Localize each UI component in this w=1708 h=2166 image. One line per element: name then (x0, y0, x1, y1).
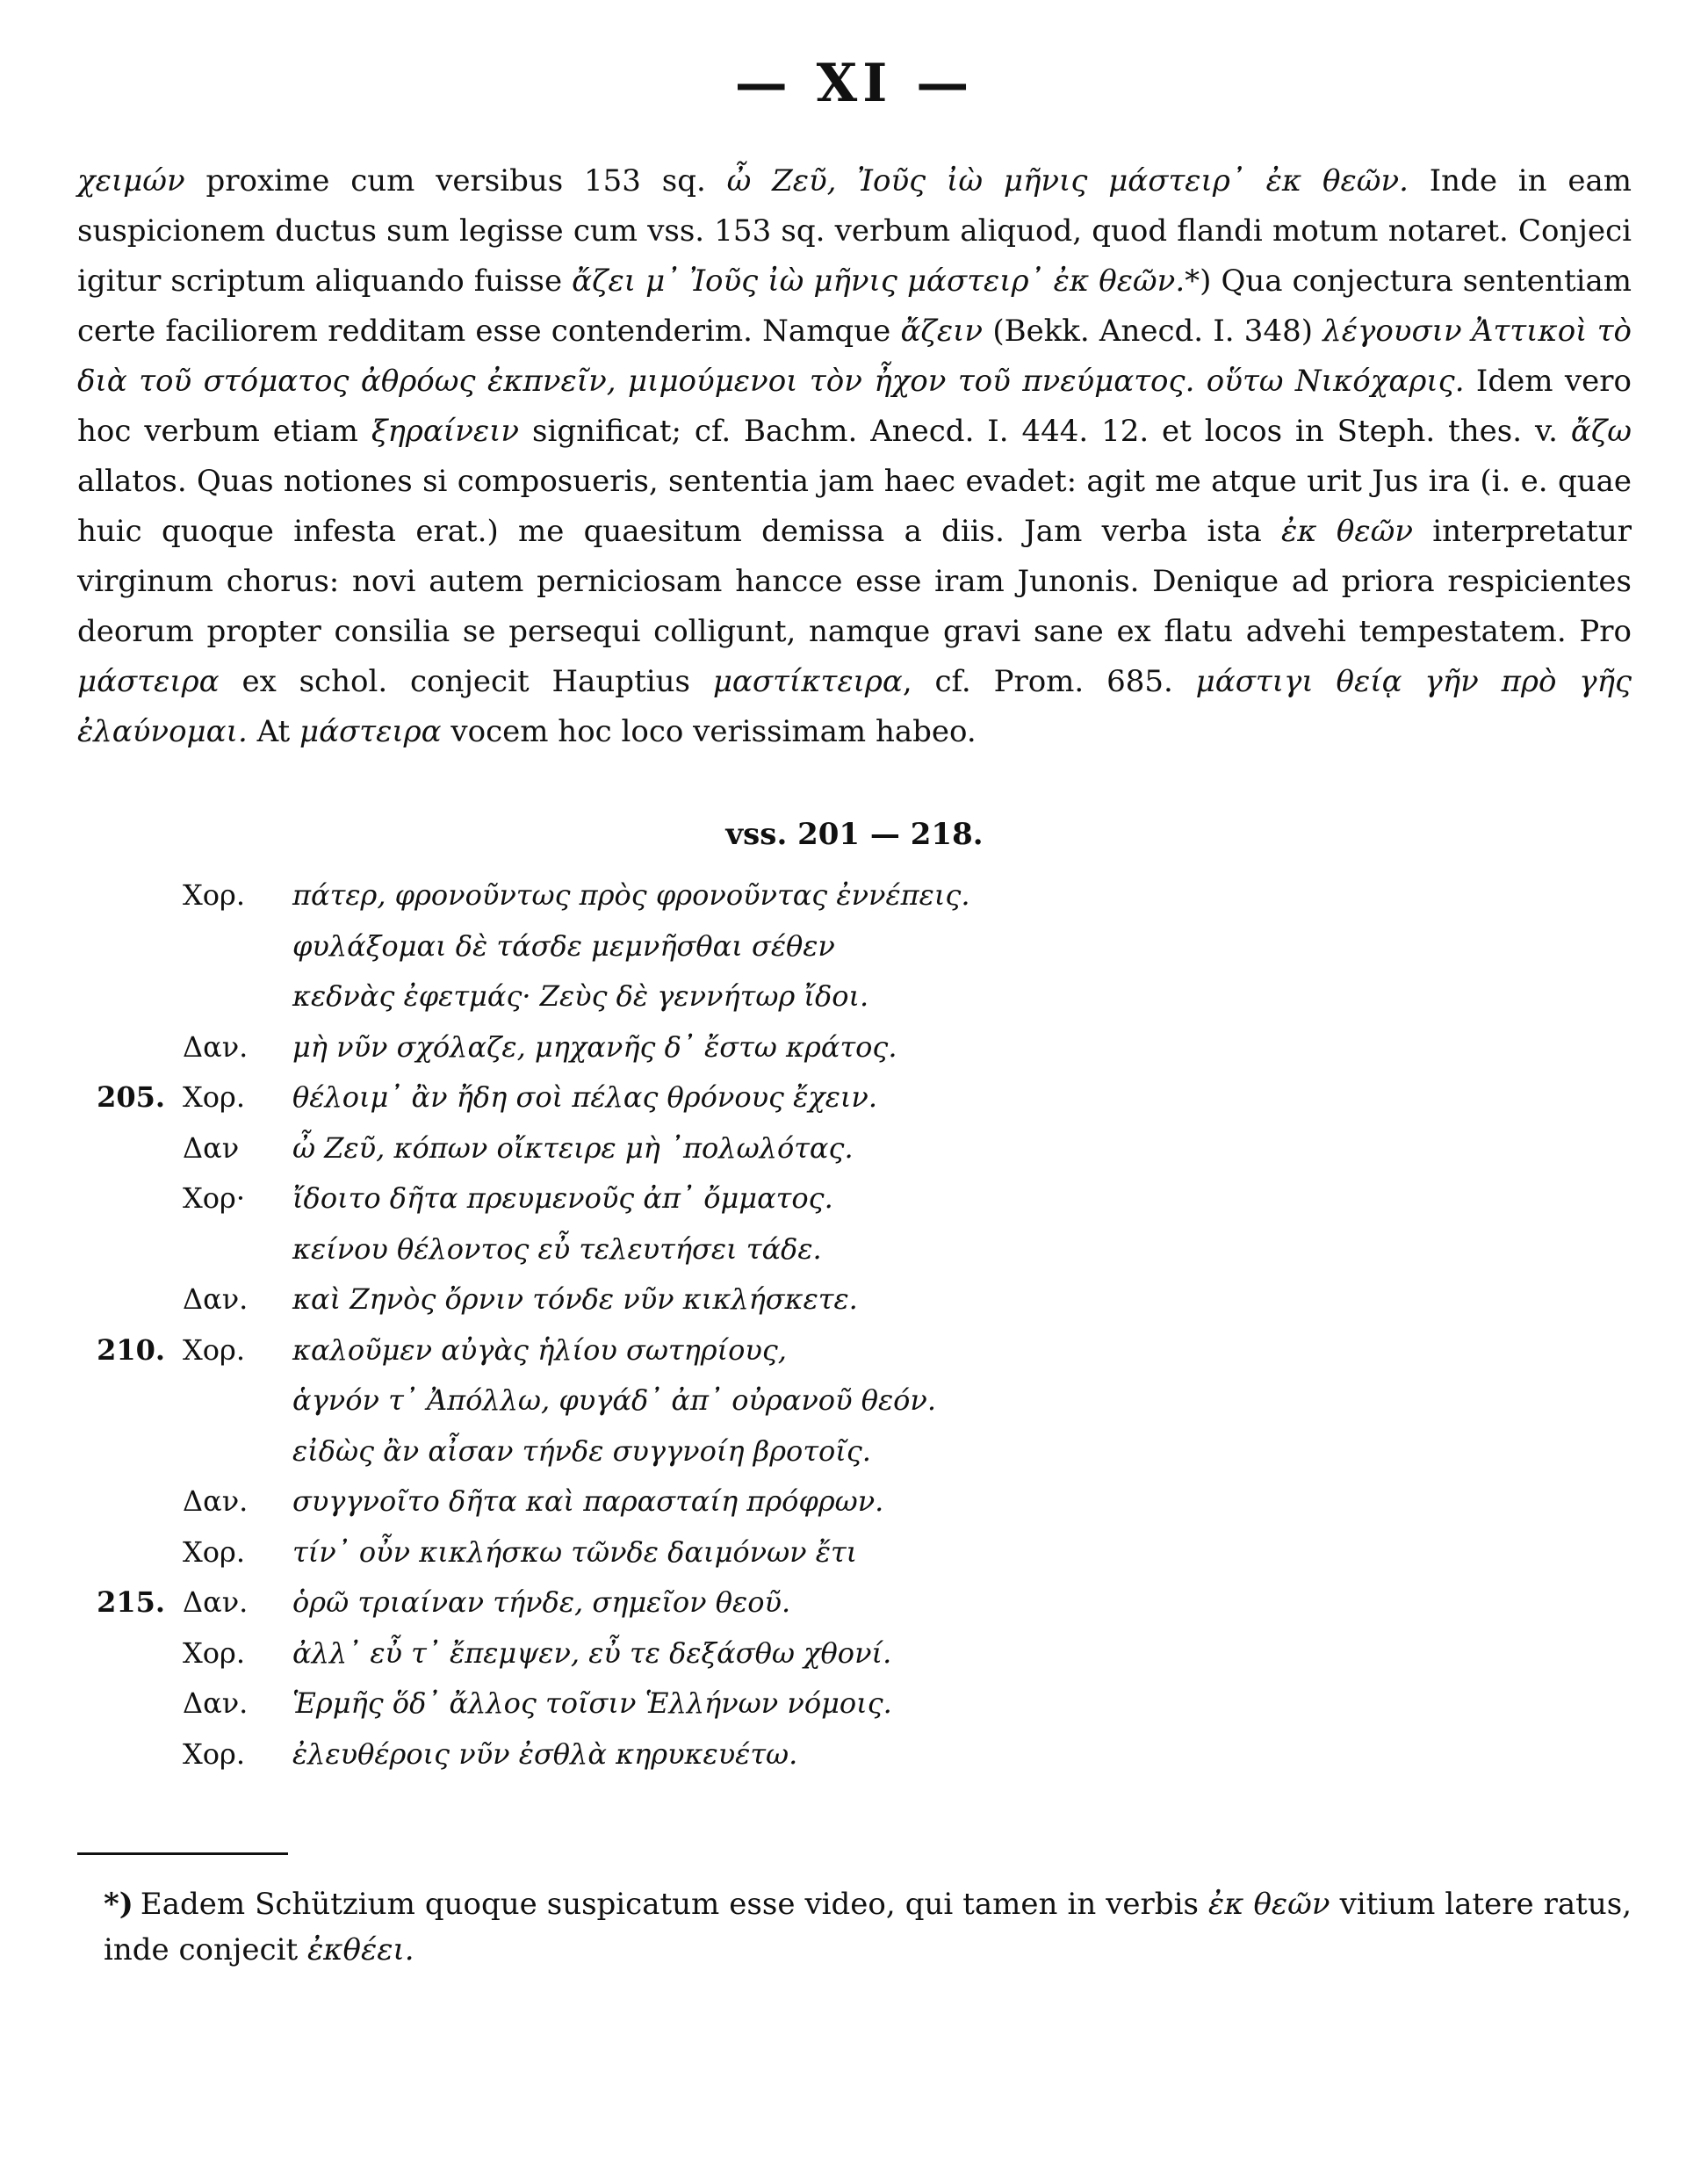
paragraph-greek-run: ἄζει μ᾿ Ἰοῦς ἰὼ μῆνις μάστειρ᾿ ἐκ θεῶν. (572, 264, 1186, 299)
verse-speaker: Χορ. (183, 1736, 246, 1771)
paragraph-latin-run: (Bekk. Anecd. I. 348) (983, 314, 1323, 349)
verse-line (77, 979, 1632, 1030)
page-number: — XI — (734, 53, 975, 114)
verse-line (77, 1484, 1632, 1535)
verse-line (77, 1535, 1632, 1586)
verse-speaker: Δαν. (183, 1282, 249, 1316)
paragraph-latin-run: Idem vero hoc verbum etiam (77, 364, 1632, 449)
paragraph-latin-run: , cf. Prom. 685. (902, 664, 1196, 699)
paragraph-greek-run: ἐκ θεῶν (1281, 514, 1413, 549)
footnote (77, 1881, 1632, 1973)
verse-line (77, 929, 1632, 980)
verse-text: συγγνοῖτο δῆτα καὶ παρασταίη πρόφρων. (292, 1484, 884, 1518)
paragraph-greek-run: μάστιγι θείᾳ γῆν πρὸ γῆς ἐλαύνομαι. (77, 664, 1632, 749)
paragraph-greek-run: μαστίκτειρα (712, 664, 903, 699)
paragraph-greek-run: μάστειρα (299, 714, 442, 749)
verse-table (77, 878, 1632, 1787)
verse-text: κείνου θέλοντος εὖ τελευτήσει τάδε. (292, 1231, 822, 1266)
verse-number: 215. (97, 1585, 165, 1619)
verse-text: ὁρῶ τριαίναν τήνδε, σημεῖον θεοῦ. (292, 1585, 791, 1619)
footnote-latin-run: Eadem Schützium quoque suspicatum esse video, qui tamen in verbis (140, 1887, 1208, 1922)
document-page (77, 53, 1632, 1973)
verse-line (77, 1383, 1632, 1434)
paragraph-latin-run: ex schol. conjecit Hauptius (219, 664, 713, 699)
paragraph-latin-run: *) Qua conjectura sententiam certe faciliorem redditam esse contenderim. Namque (77, 264, 1632, 349)
paragraph-latin-run: allatos. Quas notiones si composueris, sententia jam haec evadet: agit me atque urit Jus ira (i. e. quae huic quoque infesta erat.) me quaesitum demissa a diis. Jam verba ista (77, 464, 1632, 549)
verse-speaker: Δαν. (183, 1484, 249, 1518)
verse-text: πάτερ, φρονοῦντως πρὸς φρονοῦντας ἐννέπεις. (292, 878, 970, 912)
verse-text: εἰδὼς ἂν αἶσαν τήνδε συγγνοίη βροτοῖς. (292, 1433, 871, 1468)
commentary-paragraph (77, 156, 1632, 757)
paragraph-greek-run: λέγουσιν Ἀττικοὶ τὸ διὰ τοῦ στόματος ἀθρόως ἐκπνεῖν, μιμούμενοι τὸν ἦχον τοῦ πνεύματος. οὕτω Νικόχαρις. (77, 314, 1632, 399)
verse-number: 205. (97, 1080, 165, 1114)
paragraph-greek-run: ἄζειν (900, 314, 984, 349)
footnote-divider (77, 1852, 288, 1855)
verse-speaker: Χορ· (183, 1181, 246, 1215)
verse-text: μὴ νῦν σχόλαζε, μηχανῆς δ᾿ ἔστω κράτος. (292, 1029, 897, 1064)
verse-speaker: Δαν (183, 1130, 240, 1165)
verse-text: καὶ Ζηνὸς ὄρνιν τόνδε νῦν κικλήσκετε. (292, 1282, 858, 1316)
verse-line (77, 1585, 1632, 1636)
verse-line (77, 1686, 1632, 1737)
verse-text: Ἑρμῆς ὅδ᾿ ἄλλος τοῖσιν Ἑλλήνων νόμοις. (292, 1686, 892, 1720)
verse-text: τίν᾿ οὖν κικλήσκω τῶνδε δαιμόνων ἔτι (292, 1534, 858, 1569)
paragraph-latin-run: significat; cf. Bachm. Anecd. I. 444. 12. et locos in Steph. thes. v. (519, 414, 1571, 449)
verse-speaker: Χορ. (183, 1332, 246, 1367)
verse-text: ἐλευθέροις νῦν ἐσθλὰ κηρυκευέτω. (292, 1736, 798, 1771)
paragraph-greek-run: μάστειρα (77, 664, 220, 699)
verse-text: καλοῦμεν αὐγὰς ἡλίου σωτηρίους, (292, 1332, 787, 1367)
paragraph-greek-run: ἄζω (1570, 414, 1632, 449)
verse-speaker: Χορ. (183, 1635, 246, 1670)
paragraph-text (77, 156, 1632, 757)
paragraph-greek-run: χειμών (77, 163, 185, 199)
verse-speaker: Χορ. (183, 1080, 246, 1114)
verse-text: ἴδοιτο δῆτα πρευμενοῦς ἀπ᾿ ὄμματος. (292, 1181, 833, 1215)
verse-speaker: Δαν. (183, 1029, 249, 1064)
verse-line (77, 1333, 1632, 1384)
verse-speaker: Δαν. (183, 1585, 249, 1619)
verse-speaker: Χορ. (183, 1534, 246, 1569)
verse-line (77, 1737, 1632, 1788)
verse-text: θέλοιμ᾿ ἂν ἤδη σοὶ πέλας θρόνους ἔχειν. (292, 1080, 878, 1114)
footnote-latin-run: vitium latere ratus, inde conjecit (104, 1887, 1632, 1967)
section-heading: vss. 201 — 218. (725, 817, 984, 852)
verse-line (77, 878, 1632, 929)
paragraph-latin-run: Inde in eam suspicionem ductus sum legisse cum vss. 153 sq. verbum aliquod, quod flandi motum notaret. Conjeci igitur scriptum aliquando fuisse (77, 163, 1632, 299)
verse-text: ἀλλ᾿ εὖ τ᾿ ἔπεμψεν, εὖ τε δεξάσθω χθονί. (292, 1635, 892, 1670)
verse-number: 210. (97, 1332, 165, 1367)
verse-line (77, 1434, 1632, 1485)
verse-line (77, 1131, 1632, 1182)
verse-line (77, 1282, 1632, 1333)
footnote-greek-run: ἐκ θεῶν (1207, 1887, 1330, 1922)
verse-line (77, 1232, 1632, 1283)
verse-text: φυλάξομαι δὲ τάσδε μεμνῆσθαι σέθεν (292, 928, 835, 963)
paragraph-latin-run: At (247, 714, 299, 749)
paragraph-greek-run: ὦ Ζεῦ, Ἰοῦς ἰὼ μῆνις μάστειρ᾿ ἐκ θεῶν. (726, 163, 1409, 199)
footnote-marker: *) (104, 1887, 133, 1922)
footnote-text (104, 1887, 1632, 1967)
verse-text: ὦ Ζεῦ, κόπων οἴκτειρε μὴ ᾿πολωλότας. (292, 1130, 854, 1165)
paragraph-greek-run: ξηραίνειν (371, 414, 520, 449)
verse-line (77, 1030, 1632, 1081)
paragraph-latin-run: vocem hoc loco verissimam habeo. (441, 714, 977, 749)
verse-text: κεδνὰς ἐφετμάς· Ζεὺς δὲ γεννήτωρ ἴδοι. (292, 979, 869, 1013)
verse-line (77, 1080, 1632, 1131)
paragraph-latin-run: interpretatur virginum chorus: novi autem perniciosam hancce esse iram Junonis. Denique ad priora respicientes deorum propter consilia se persequi colligunt, namque gravi sane ex flatu advehi tempestatem. Pro (77, 514, 1632, 649)
verse-speaker: Χορ. (183, 878, 246, 912)
verse-line (77, 1636, 1632, 1687)
verse-text: ἁγνόν τ᾿ Ἀπόλλω, φυγάδ᾿ ἀπ᾿ οὐρανοῦ θεόν. (292, 1383, 937, 1417)
verse-speaker: Δαν. (183, 1686, 249, 1720)
verse-line (77, 1181, 1632, 1232)
paragraph-latin-run: proxime cum versibus 153 sq. (184, 163, 727, 199)
footnote-greek-run: ἐκθέει. (306, 1932, 414, 1967)
